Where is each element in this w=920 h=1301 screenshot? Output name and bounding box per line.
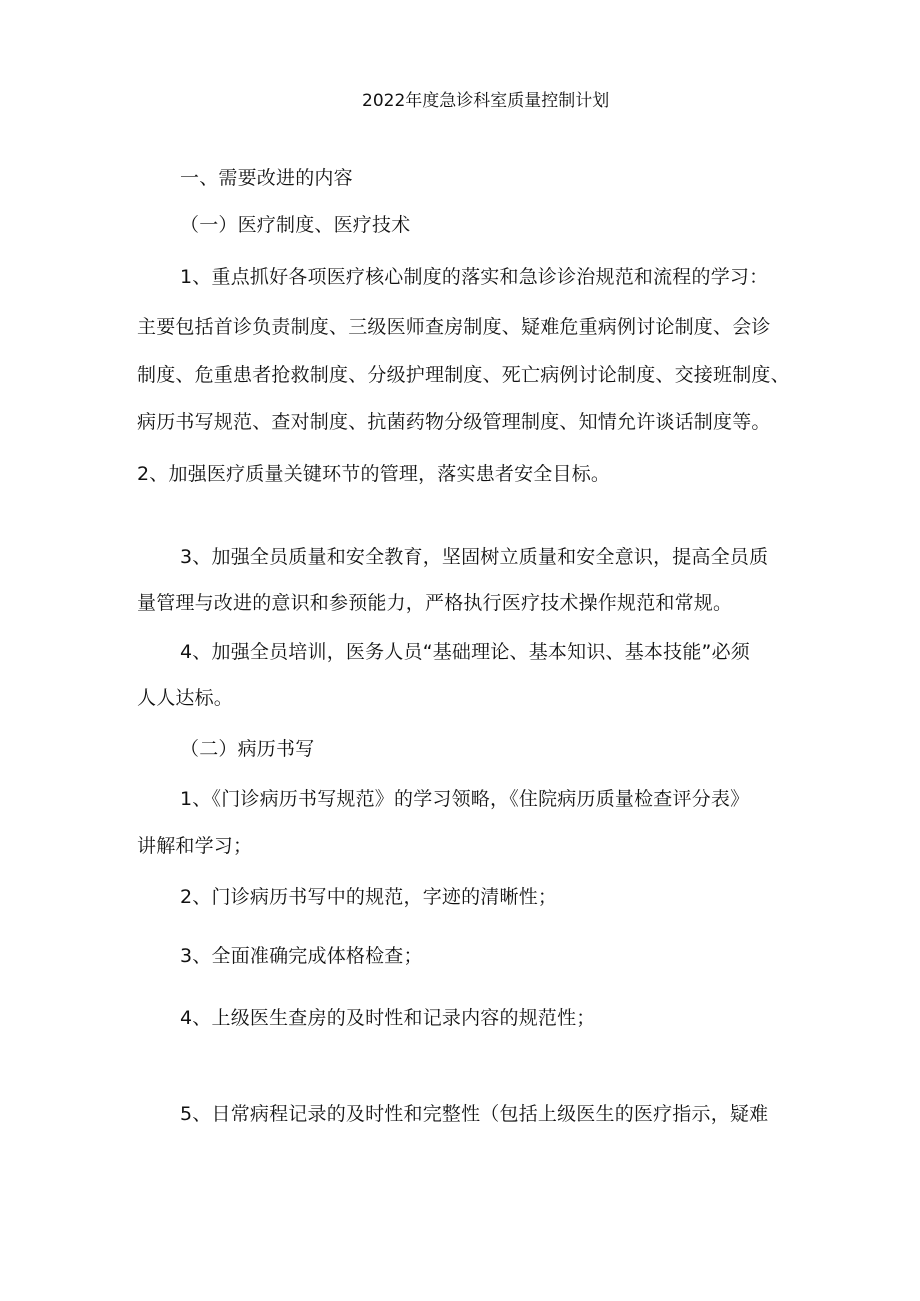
paragraph-line: 5、日常病程记录的及时性和完整性（包括上级医生的医疗指示，疑难 <box>180 1103 769 1125</box>
paragraph-line: 4、上级医生查房的及时性和记录内容的规范性； <box>180 1007 596 1029</box>
paragraph-line: 2、加强医疗质量关键环节的管理，落实患者安全目标。 <box>137 463 611 485</box>
paragraph-line: 4、加强全员培训，医务人员“基础理论、基本知识、基本技能”必须 <box>180 641 750 663</box>
paragraph-line: 人人达标。 <box>137 687 234 709</box>
document-title: 2022年度急诊科室质量控制计划 <box>362 91 610 111</box>
section-heading: 一、需要改进的内容 <box>180 167 353 189</box>
paragraph-line: 主要包括首诊负责制度、三级医师查房制度、疑难危重病例讨论制度、会诊 <box>137 316 771 338</box>
paragraph-line: 1、重点抓好各项医疗核心制度的落实和急诊诊治规范和流程的学习： <box>180 266 769 288</box>
paragraph-line: 2、门诊病历书写中的规范，字迹的清晰性； <box>180 886 558 908</box>
paragraph-line: 制度、危重患者抢救制度、分级护理制度、死亡病例讨论制度、交接班制度、 <box>137 364 790 386</box>
paragraph-line: 量管理与改进的意识和参预能力，严格执行医疗技术操作规范和常规。 <box>137 592 733 614</box>
paragraph-line: 讲解和学习； <box>137 835 253 857</box>
paragraph-line: 3、全面准确完成体格检查； <box>180 945 423 967</box>
paragraph-line: 3、加强全员质量和安全教育，坚固树立质量和安全意识，提高全员质 <box>180 546 769 568</box>
subsection-heading: （二）病历书写 <box>180 738 315 760</box>
subsection-heading: （一）医疗制度、医疗技术 <box>180 214 411 236</box>
paragraph-line: 病历书写规范、查对制度、抗菌药物分级管理制度、知情允许谈话制度等。 <box>137 411 771 433</box>
paragraph-line: 1、《门诊病历书写规范》的学习领略，《住院病历质量检查评分表》 <box>180 788 750 810</box>
